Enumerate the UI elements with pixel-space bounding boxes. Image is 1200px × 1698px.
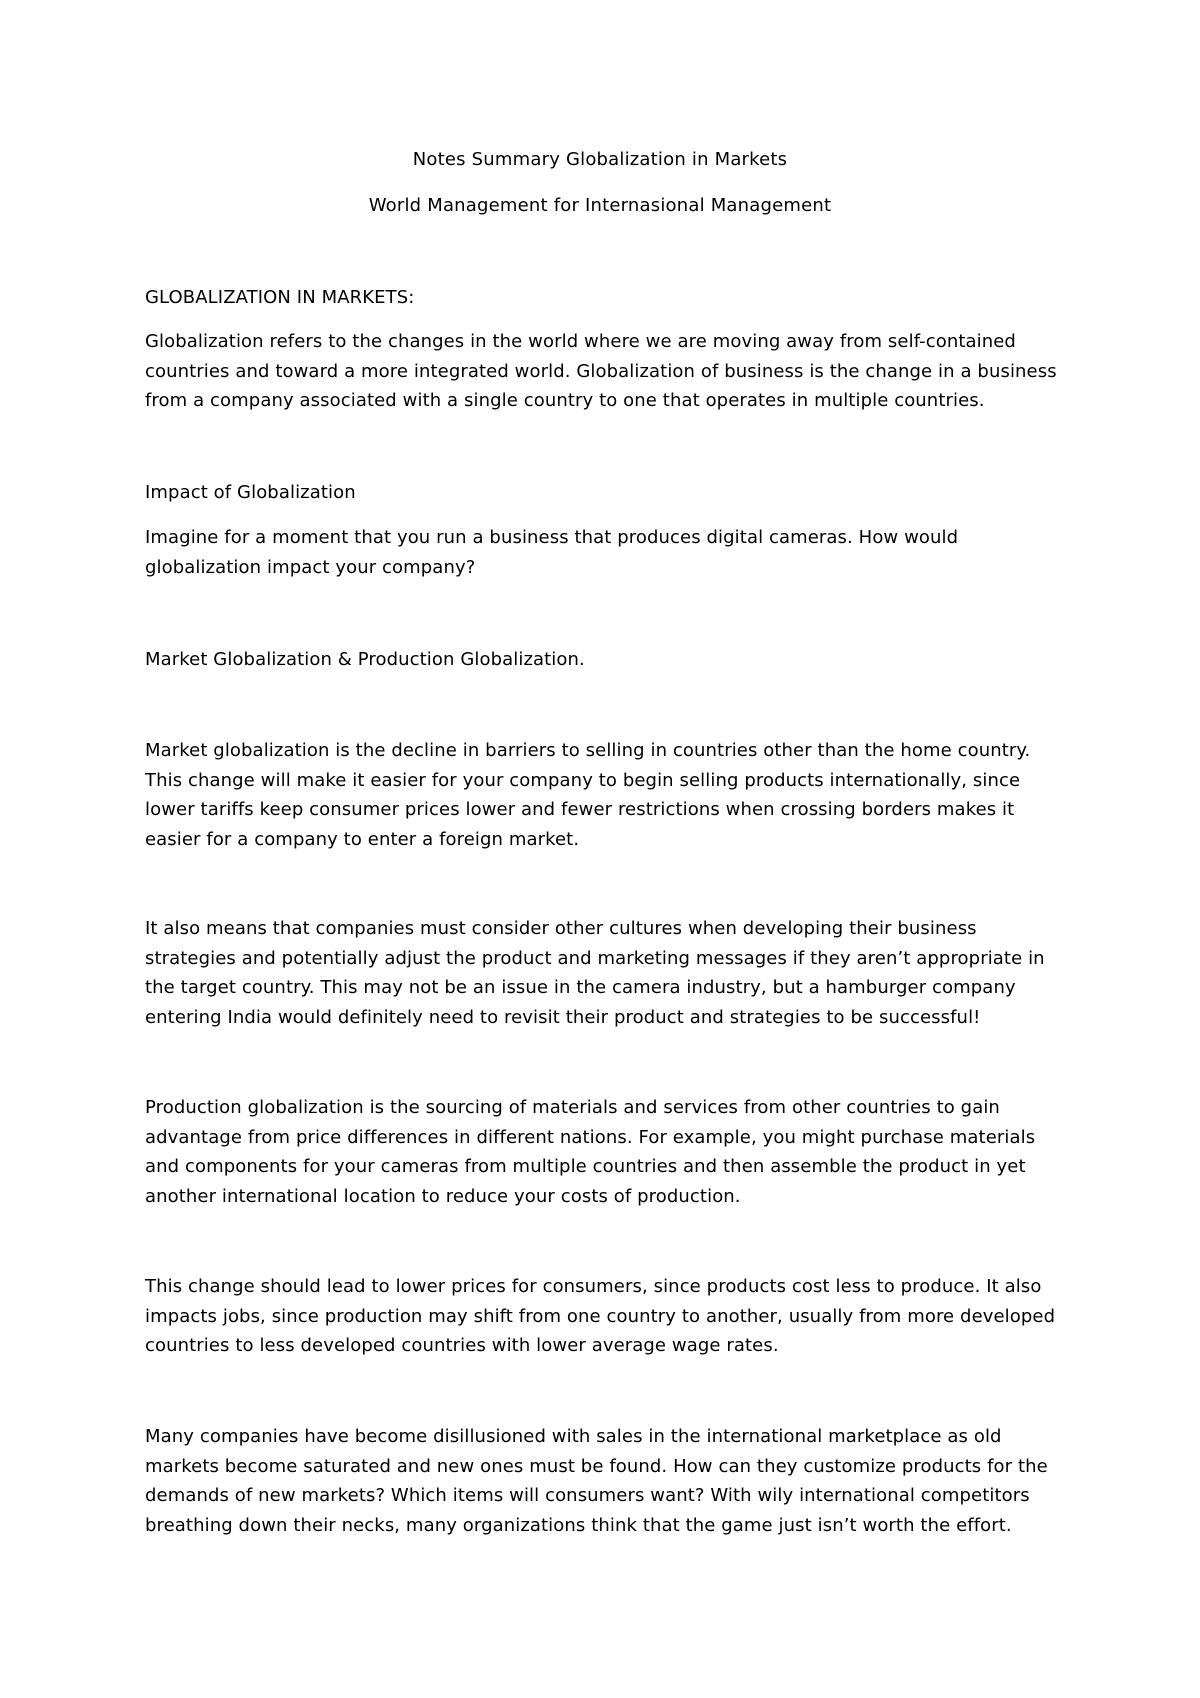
- document-subtitle: World Management for Internasional Management: [368, 195, 832, 216]
- document-title: Notes Summary Globalization in Markets: [412, 149, 788, 170]
- impact-heading: Impact of Globalization: [145, 482, 356, 503]
- prices-paragraph: [145, 1272, 1065, 1361]
- culture-paragraph: [145, 914, 1065, 1032]
- production-paragraph: [145, 1093, 1065, 1211]
- paragraph-text: Production globalization is the sourcing of materials and services from other countries to gain advantage from price differences in different nations. For example, you might purchase materials and components for your cameras from multiple countries and then assemble the product in yet another international location to reduce your costs of production.: [145, 1097, 1036, 1207]
- market-heading: Market Globalization & Production Globalization.: [145, 649, 585, 670]
- paragraph-text: This change should lead to lower prices for consumers, since products cost less to produce. It also impacts jobs, since production may shift from one country to another, usually from more developed countries to less developed countries with lower average wage rates.: [145, 1276, 1056, 1356]
- paragraph-text: Market globalization is the decline in barriers to selling in countries other than the home country. This change will make it easier for your company to begin selling products internationally, since lower tariffs keep consumer prices lower and fewer restrictions when crossing borders makes it easier for a company to enter a foreign market.: [145, 740, 1031, 850]
- market-paragraph: [145, 736, 1065, 854]
- companies-paragraph: [145, 1422, 1065, 1540]
- paragraph-text: Imagine for a moment that you run a business that produces digital cameras. How would globalization impact your company?: [145, 527, 959, 578]
- paragraph-text: It also means that companies must consider other cultures when developing their business strategies and potentially adjust the product and marketing messages if they aren’t appropriate in the target country. This may not be an issue in the camera industry, but a hamburger company entering India would definitely need to revisit their product and strategies to be successful!: [145, 918, 1045, 1028]
- section-heading: GLOBALIZATION IN MARKETS:: [145, 287, 415, 308]
- paragraph-text: Globalization refers to the changes in the world where we are moving away from self-contained countries and toward a more integrated world. Globalization of business is the change in a business from a company associated with a single country to one that operates in multiple countries.: [145, 331, 1057, 411]
- paragraph-text: Many companies have become disillusioned with sales in the international marketplace as old markets become saturated and new ones must be found. How can they customize products for the demands of new markets? Which items will consumers want? With wily international competitors breathing down their necks, many organizations think that the game just isn’t worth the effort.: [145, 1426, 1048, 1536]
- intro-paragraph: [145, 327, 1065, 416]
- impact-paragraph: [145, 523, 1065, 582]
